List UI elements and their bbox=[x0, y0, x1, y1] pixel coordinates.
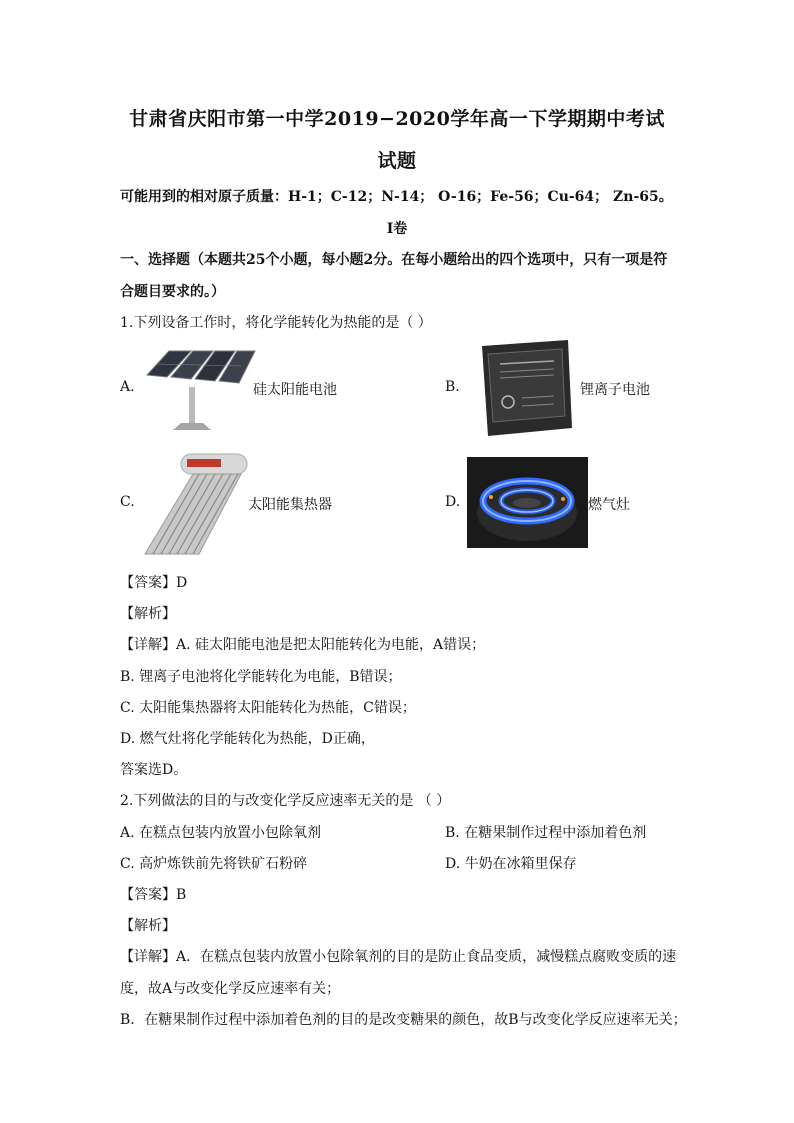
question-2-stem: 2.下列做法的目的与改变化学反应速率无关的是 （ ） bbox=[120, 793, 451, 809]
q1-option-c-text: 太阳能集热器 bbox=[248, 497, 332, 513]
q1-option-c-letter: C. bbox=[120, 494, 135, 510]
q1-option-d-letter: D. bbox=[445, 494, 461, 510]
q1-option-b-letter: B. bbox=[445, 379, 460, 395]
q1-detail-line: B. 锂离子电池将化学能转化为电能，B错误； bbox=[120, 669, 402, 685]
q2-option-b: B. 在糖果制作过程中添加着色剂 bbox=[445, 825, 647, 841]
question-1-stem: 1.下列设备工作时，将化学能转化为热能的是（ ） bbox=[120, 315, 432, 331]
q1-answer: 【答案】D bbox=[120, 575, 188, 591]
section-instructions-line1: 一、选择题（本题共25个小题，每小题2分。在每小题给出的四个选项中，只有一项是符 bbox=[120, 252, 668, 268]
q1-analysis-heading: 【解析】 bbox=[120, 606, 176, 622]
q2-detail-line: 度，故A与改变化学反应速率有关； bbox=[120, 981, 341, 997]
atomic-mass-note: 可能用到的相对原子质量：H-1；C-12；N-14； O-16；Fe-56；Cu-64； Zn-65。 bbox=[120, 189, 673, 205]
q2-option-a: A. 在糕点包装内放置小包除氧剂 bbox=[120, 825, 322, 841]
solar-water-heater-image bbox=[141, 450, 249, 556]
q1-option-a-letter: A. bbox=[120, 379, 135, 395]
volume-label: I卷 bbox=[386, 221, 408, 237]
q1-option-b-text: 锂离子电池 bbox=[580, 382, 650, 398]
q1-detail-line: C. 太阳能集热器将太阳能转化为热能，C错误； bbox=[120, 700, 416, 716]
q2-option-d: D. 牛奶在冰箱里保存 bbox=[445, 856, 577, 872]
q2-answer: 【答案】B bbox=[120, 887, 187, 903]
q2-detail-line: B．在糖果制作过程中添加着色剂的目的是改变糖果的颜色，故B与改变化学反应速率无关； bbox=[120, 1012, 687, 1028]
q2-detail-line: 【详解】A．在糕点包装内放置小包除氧剂的目的是防止食品变质，减慢糕点腐败变质的速 bbox=[120, 949, 677, 965]
lithium-battery-image bbox=[468, 336, 576, 440]
q1-detail-line: 答案选D。 bbox=[120, 762, 188, 778]
q1-option-a-text: 硅太阳能电池 bbox=[253, 382, 337, 398]
document-title-line1: 甘肃省庆阳市第一中学2019−2020学年高一下学期期中考试 bbox=[129, 108, 665, 130]
q1-detail-line: 【详解】A. 硅太阳能电池是把太阳能转化为电能，A错误； bbox=[120, 637, 486, 653]
q2-option-c: C. 高炉炼铁前先将铁矿石粉碎 bbox=[120, 856, 308, 872]
gas-stove-flame-image bbox=[467, 457, 588, 548]
section-instructions-line2: 合题目要求的。） bbox=[120, 284, 225, 300]
q2-analysis-heading: 【解析】 bbox=[120, 918, 176, 934]
q1-option-d-text: 燃气灶 bbox=[588, 497, 630, 513]
solar-panel-image bbox=[141, 345, 256, 430]
document-title-line2: 试题 bbox=[377, 150, 417, 172]
q1-detail-line: D. 燃气灶将化学能转化为热能，D正确， bbox=[120, 731, 375, 747]
